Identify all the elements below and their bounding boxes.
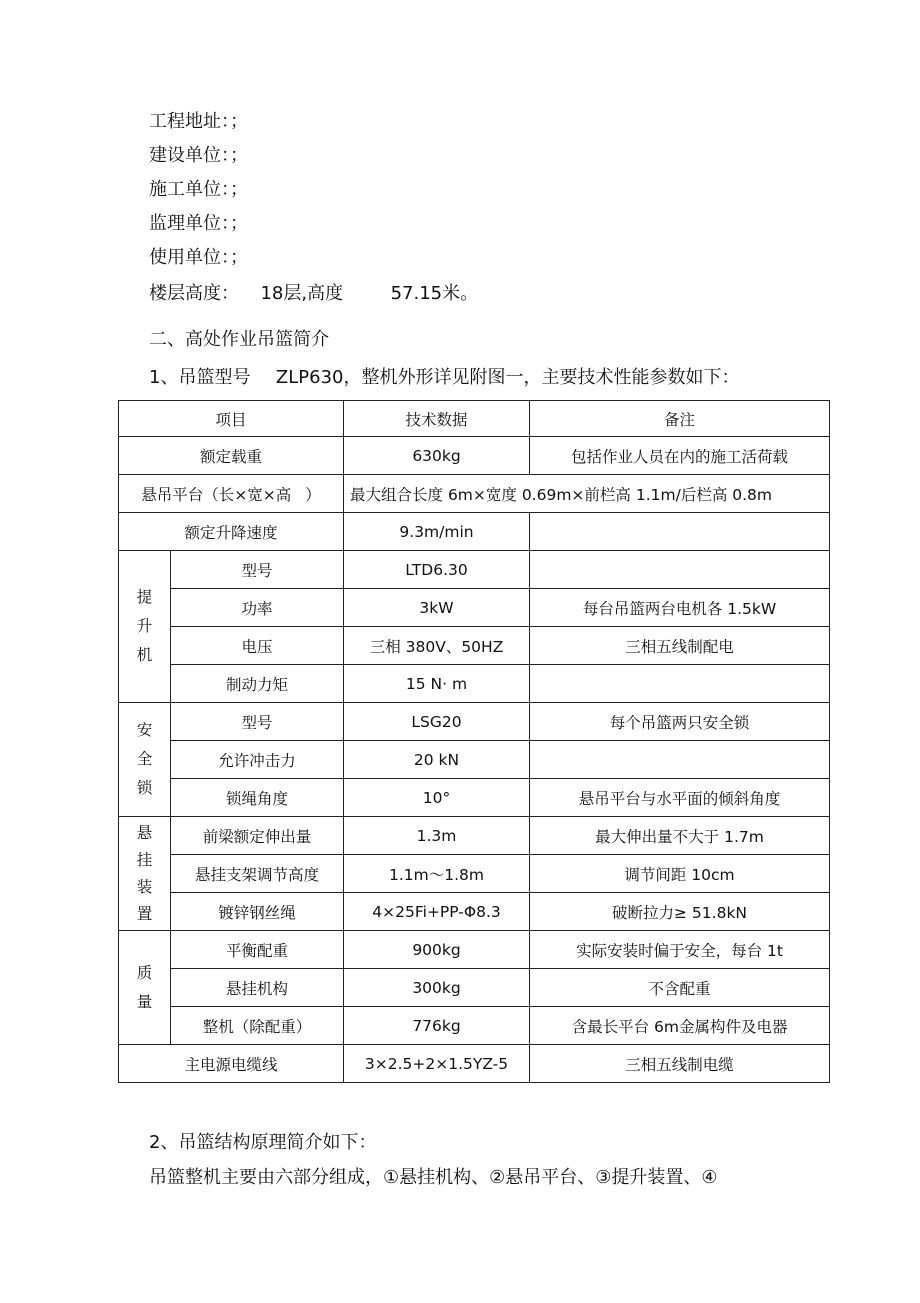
table-row (119, 475, 830, 513)
suspension-group-char: 挂 (136, 850, 153, 869)
floor-height-value: 57.15米。 (390, 283, 479, 304)
construction-unit: 施工单位：； (149, 179, 248, 200)
bracket-height-note: 调节间距 10cm (530, 855, 830, 893)
lock-group-char: 安 (136, 721, 153, 739)
table-row (119, 931, 830, 969)
table-row (119, 893, 830, 931)
floor-height (149, 282, 478, 306)
hoist-group-char: 机 (136, 646, 153, 664)
platform-label-text: 悬吊平台（长×宽×高 (141, 485, 292, 504)
speed-value: 9.3m/min (344, 513, 530, 551)
spec-table (118, 400, 830, 1083)
counterweight-label: 平衡配重 (171, 931, 344, 969)
platform-label (119, 475, 344, 513)
header-data: 技术数据 (344, 401, 530, 437)
cable-note: 三相五线制电缆 (530, 1045, 830, 1083)
suspension-group-char: 装 (136, 877, 153, 896)
model-intro (149, 366, 740, 390)
table-row (119, 551, 830, 589)
section-heading-structure: 2、吊篮结构原理简介如下： (149, 1132, 377, 1153)
hoist-model-label: 型号 (171, 551, 344, 589)
platform-value-cell (344, 475, 830, 513)
mass-group-label (119, 931, 171, 1045)
builder-unit: 建设单位：； (149, 145, 248, 166)
model-intro-prefix: 1、吊篮型号 (149, 367, 251, 388)
model-intro-text: ZLP630，整机外形详见附图一，主要技术性能参数如下： (275, 367, 740, 388)
lock-angle-note: 悬吊平台与水平面的倾斜角度 (530, 779, 830, 817)
lock-impact-label: 允许冲击力 (171, 741, 344, 779)
rated-load-label: 额定载重 (119, 437, 344, 475)
lock-angle-label: 锁绳角度 (171, 779, 344, 817)
table-row (119, 627, 830, 665)
hoist-power-note: 每台吊篮两台电机各 1.5kW (530, 589, 830, 627)
floor-height-floors: 18层,高度 (260, 283, 344, 304)
speed-note (530, 513, 830, 551)
header-item: 项目 (119, 401, 344, 437)
counterweight-value: 900kg (344, 931, 530, 969)
lock-group-char: 锁 (136, 779, 153, 797)
rated-load-note: 包括作业人员在内的施工活荷载 (530, 437, 830, 475)
cable-label: 主电源电缆线 (119, 1045, 344, 1083)
hoist-voltage-note: 三相五线制配电 (530, 627, 830, 665)
rated-load-value: 630kg (344, 437, 530, 475)
wire-rope-label: 镀锌钢丝绳 (171, 893, 344, 931)
supervision-unit: 监理单位：； (149, 213, 248, 234)
section-heading-intro: 二、高处作业吊篮简介 (149, 329, 329, 350)
platform-label-end: ） (305, 485, 321, 504)
table-row (119, 741, 830, 779)
hoist-group-char: 升 (136, 617, 153, 635)
beam-extension-note: 最大伸出量不大于 1.7m (530, 817, 830, 855)
table-row (119, 665, 830, 703)
floor-height-label: 楼层高度： (149, 283, 239, 304)
machine-mass-value: 776kg (344, 1007, 530, 1045)
suspension-group-char: 置 (136, 904, 153, 923)
header-note: 备注 (530, 401, 830, 437)
bracket-height-label: 悬挂支架调节高度 (171, 855, 344, 893)
lock-impact-value: 20 kN (344, 741, 530, 779)
suspension-group-char: 悬 (136, 823, 153, 842)
table-row (119, 437, 830, 475)
hoist-group-label (119, 551, 171, 703)
hoist-model-value: LTD6.30 (344, 551, 530, 589)
beam-extension-value: 1.3m (344, 817, 530, 855)
structure-body: 吊篮整机主要由六部分组成，①悬挂机构、②悬吊平台、③提升装置、④ (149, 1167, 718, 1188)
lock-group-char: 全 (136, 750, 153, 768)
user-unit: 使用单位：； (149, 247, 248, 268)
project-address: 工程地址：； (149, 111, 248, 132)
platform-value: 最大组合长度 6m×宽度 0.69m×前栏高 1.1m/后栏高 0.8m (350, 485, 772, 504)
wire-rope-value: 4×25Fi+PP-Φ8.3 (344, 893, 530, 931)
hoist-power-label: 功率 (171, 589, 344, 627)
beam-extension-label: 前梁额定伸出量 (171, 817, 344, 855)
table-row (119, 855, 830, 893)
suspension-mass-label: 悬挂机构 (171, 969, 344, 1007)
bracket-height-value: 1.1m～1.8m (344, 855, 530, 893)
lock-model-note: 每个吊篮两只安全锁 (530, 703, 830, 741)
hoist-torque-value: 15 N· m (344, 665, 530, 703)
hoist-torque-note (530, 665, 830, 703)
lock-model-value: LSG20 (344, 703, 530, 741)
table-row (119, 817, 830, 855)
table-row (119, 779, 830, 817)
mass-group-char: 质 (136, 963, 153, 982)
table-header-row (119, 401, 830, 437)
machine-mass-note: 含最长平台 6m金属构件及电器 (530, 1007, 830, 1045)
table-row (119, 513, 830, 551)
suspension-mass-value: 300kg (344, 969, 530, 1007)
wire-rope-note: 破断拉力≥ 51.8kN (530, 893, 830, 931)
hoist-voltage-value: 三相 380V、50HZ (344, 627, 530, 665)
counterweight-note: 实际安装时偏于安全，每台 1t (530, 931, 830, 969)
hoist-voltage-label: 电压 (171, 627, 344, 665)
mass-group-char: 量 (136, 992, 153, 1011)
hoist-torque-label: 制动力矩 (171, 665, 344, 703)
table-row (119, 1007, 830, 1045)
machine-mass-label: 整机（除配重） (171, 1007, 344, 1045)
table-row (119, 703, 830, 741)
table-row (119, 1045, 830, 1083)
suspension-group-label (119, 817, 171, 931)
hoist-group-char: 提 (136, 588, 153, 606)
hoist-power-value: 3kW (344, 589, 530, 627)
suspension-mass-note: 不含配重 (530, 969, 830, 1007)
table-row (119, 969, 830, 1007)
cable-value: 3×2.5+2×1.5YZ-5 (344, 1045, 530, 1083)
table-row (119, 589, 830, 627)
lock-angle-value: 10° (344, 779, 530, 817)
lock-impact-note (530, 741, 830, 779)
lock-group-label (119, 703, 171, 817)
speed-label: 额定升降速度 (119, 513, 344, 551)
lock-model-label: 型号 (171, 703, 344, 741)
hoist-model-note (530, 551, 830, 589)
